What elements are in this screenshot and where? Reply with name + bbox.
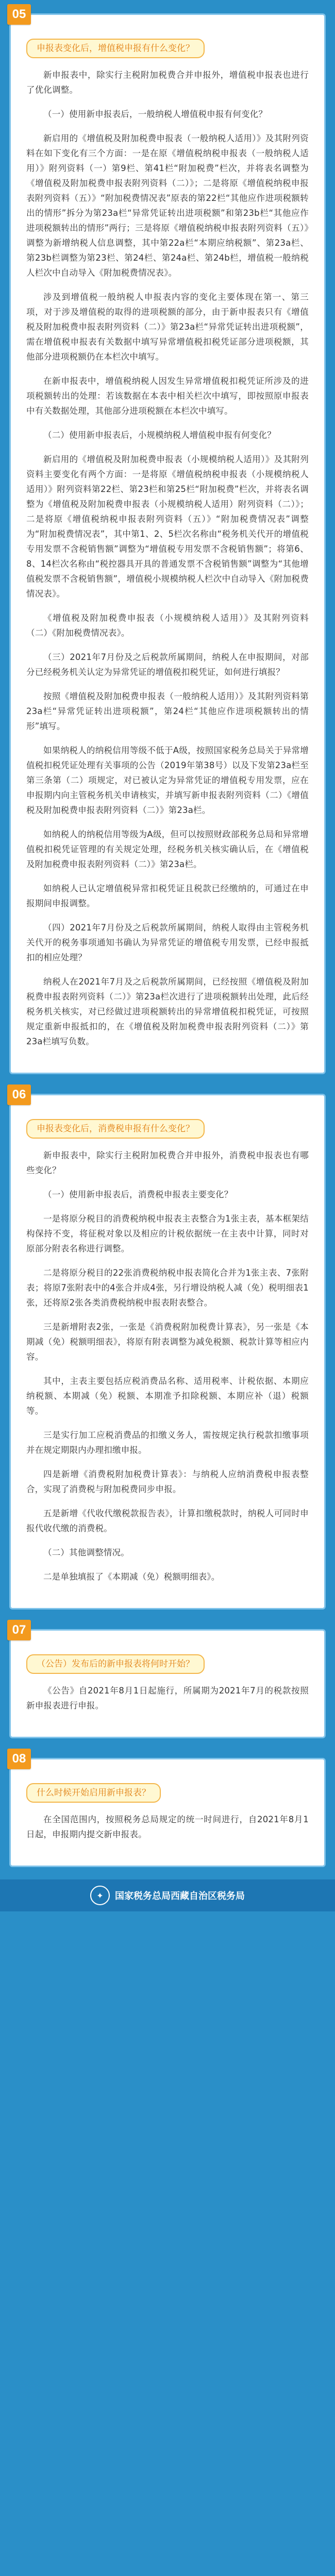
paragraph: （一）使用新申报表后，消费税申报表主要变化？ (43, 1190, 233, 1199)
paragraph: 如纳税人的纳税信用等级为A级，但可以按照财政部税务总局和异常增值税扣税凭证管理的有关规定处理，经税务机关核实确认后，在《增值税及附加税费申报表附列资料（二）》第23a栏。 (26, 829, 309, 869)
question-title: 申报表变化后，增值税申报有什么变化？ (26, 39, 205, 58)
paragraph: （四）2021年7月份及之后税款所属期间，纳税人取得由主管税务机关代开的税务事项通知书确认为异常凭证的增值税专用发票，已经申报抵扣的相应处理？ (26, 923, 309, 962)
paragraph: 纳税人在2021年7月及之后税款所属期间，已经按照《增值税及附加税费申报表附列资料（二）》第23a栏次进行了进项税额转出处理，此后经税务机关核实，对已经做过进项税额转出的异常增值税扣税凭证，可按照规定重新申报抵扣的，在《增值税及附加税费申报表附列资料（二）》第23a栏填写负数。 (26, 977, 309, 1046)
section-number-badge: 08 (7, 1749, 31, 1769)
footer-org-name: 国家税务总局西藏自治区税务局 (115, 1891, 245, 1902)
question-title: 什么时候开始启用新申报表？ (26, 1783, 161, 1803)
content-card (9, 13, 326, 1074)
section-06 (9, 1084, 326, 1609)
paragraph: 《增值税及附加税费申报表（小规模纳税人适用）》及其附列资料（二）《附加税费情况表》。 (26, 613, 309, 638)
paragraph: 在新申报表中，增值税纳税人因发生异常增值税扣税凭证所涉及的进项税额转出的处理：若该数据在本表中相关栏次中填写，即按照原申报表中有关数据处理，其他部分进项税额在本栏次中填写。 (26, 376, 309, 416)
section-08 (9, 1749, 326, 1867)
section-number-badge: 06 (7, 1084, 31, 1105)
paragraph: 二是将原分税目的22张消费税纳税申报表简化合并为1张主表、7张附表；将原7张附表中的4张合并成4张，另行增设纳税人减（免）税明细表1张，还将原2张各类消费税纳税申报表附表整合。 (26, 1268, 309, 1308)
paragraph: 新申报表中，除实行主税附加税费合并申报外，增值税申报表也进行了优化调整。 (26, 70, 309, 95)
paragraph: 一是将原分税目的消费税纳税申报表主表整合为1张主表，基本框架结构保持不变，将征税对象以及相应的计税依据统一在主表中计算，同时对原部分附表名称进行调整。 (26, 1214, 309, 1253)
paragraph: 如纳税人已认定增值税异常扣税凭证且税款已经缴纳的，可通过在申报期间申报调整。 (26, 884, 309, 908)
question-title: 申报表变化后，消费税申报有什么变化？ (26, 1119, 205, 1139)
tax-emblem-icon: ✦ (90, 1886, 110, 1905)
paragraph: 新启用的《增值税及附加税费申报表（一般纳税人适用）》及其附列资料在如下变化有三个方面：一是在原《增值税纳税申报表（一般纳税人适用）》附列资料（一）第9栏、第41栏“附加税费”栏次，并将表名调整为《增值税及附加税费申报表附列资料（二）》；二是将原《增值税纳税申报表附列资料（五）》“附加税费情况表”原表的第22栏“其他应作进项税额转出的情形”拆分为第23a栏“异常凭证转出进项税额”和第23b栏“其他应作进项税额转出的情形”两行；三是将原《增值税纳税申报表附列资料（五）》调整为新增纳税人信息调整，其中第22a栏“本期应纳税额”、第23a栏、第23b栏调整为第23栏、第24栏、第24a栏、第24b栏，增值税一般纳税人栏次中自动导入《附加税费情况表》。 (26, 133, 309, 278)
paragraph: （二）其他调整情况。 (43, 1548, 129, 1557)
content-card (9, 1629, 326, 1738)
footer (0, 1879, 335, 1911)
paragraph: 如果纳税人的纳税信用等级不低于A级，按照国家税务总局关于异常增值税扣税凭证处理有关事项的公告（2019年第38号）以及下发第23a栏至第三条第（二）项规定，对已被认定为异常凭证的增值税专用发票，应在申报期内向主管税务机关申请核实，并填写新申报表附列资料（二）《增值税及附加税费申报表附列资料（二）》第23a栏。 (26, 745, 309, 815)
paragraph: （三）2021年7月份及之后税款所属期间，纳税人在申报期间，对部分已经税务机关认定为异常凭证的增值税扣税凭证，如何进行填报？ (26, 652, 309, 677)
content-card (9, 1094, 326, 1609)
section-07 (9, 1620, 326, 1738)
paragraph: 三是实行加工应税消费品的扣缴义务人，需按规定执行税款扣缴事项并在规定期限内办理扣缴申报。 (26, 1430, 309, 1455)
paragraph: 《公告》自2021年8月1日起施行，所属期为2021年7月的税款按照新申报表进行申报。 (26, 1686, 309, 1710)
paragraph: 五是新增《代收代缴税款报告表》，计算扣缴税款时，纳税人可同时申报代收代缴的消费税。 (26, 1509, 309, 1533)
section-number-badge: 05 (7, 4, 31, 25)
paragraph: 新启用的《增值税及附加税费申报表（小规模纳税人适用）》及其附列资料主要变化有两个方面：一是将原《增值税纳税申报表（小规模纳税人适用）》附列资料第22栏、第23栏和第25栏“附加税费”栏次，并将表名调整为《增值税及附加税费申报表（小规模纳税人适用）附列资料（二）》；二是将原《增值税纳税申报表附列资料（五）》“附加税费情况表”调整为“附加税费情况表”，其中第1、2、5栏次名称由“税务机关代开的增值税专用发票不含税销售额”调整为“增值税专用发票不含税销售额”；将第6、8、14栏次名称由“税控器具开具的普通发票不含税销售额”调整为“其他增值税发票不含税销售额”，增值税小规模纳税人栏次中自动导入《附加税费情况表》。 (26, 454, 309, 599)
paragraph: 四是新增《消费税附加税费计算表》：与纳税人应纳消费税申报表整合，实现了消费税与附加税费同步申报。 (26, 1469, 309, 1494)
question-title: （公告）发布后的新申报表将何时开始？ (26, 1654, 205, 1674)
paragraph: 新申报表中，除实行主税附加税费合并申报外，消费税申报表也有哪些变化？ (26, 1150, 309, 1175)
content-card (9, 1758, 326, 1867)
paragraph: 其中，主表主要包括应税消费品名称、适用税率、计税依据、本期应纳税额、本期减（免）税额、本期准予扣除税额、本期应补（退）税额等。 (26, 1376, 309, 1416)
paragraph: （一）使用新申报表后，一般纳税人增值税申报有何变化？ (43, 109, 267, 119)
paragraph: （二）使用新申报表后，小规模纳税人增值税申报有何变化？ (43, 430, 276, 440)
paragraph: 按照《增值税及附加税费申报表（一般纳税人适用）》及其附列资料第23a栏“异常凭证转出进项税额”，第24栏“其他应作进项税额转出的情形”填写。 (26, 691, 309, 731)
section-05 (9, 4, 326, 1074)
paragraph: 在全国范围内，按照税务总局规定的统一时间进行，自2021年8月1日起，申报期内提交新申报表。 (26, 1815, 309, 1839)
paragraph: 涉及到增值税一般纳税人申报表内容的变化主要体现在第一、第三项，对于涉及增值税的取得的进项税额的部分，由于新申报表只有《增值税及附加税费申报表附列资料（二）》第23a栏“异常凭证转出进项税额”，需在增值税申报表有关数据中填写异常增值税扣税凭证部分进项税额，其他部分进项税额仍在本栏次中填写。 (26, 292, 309, 362)
paragraph: 二是单独填报了《本期减（免）税额明细表》。 (43, 1572, 220, 1582)
section-number-badge: 07 (7, 1620, 31, 1640)
paragraph: 三是新增附表2张，一张是《消费税附加税费计算表》，另一张是《本期减（免）税额明细表》，将原有附表调整为减免税额、税款计算等相应内容。 (26, 1322, 309, 1362)
